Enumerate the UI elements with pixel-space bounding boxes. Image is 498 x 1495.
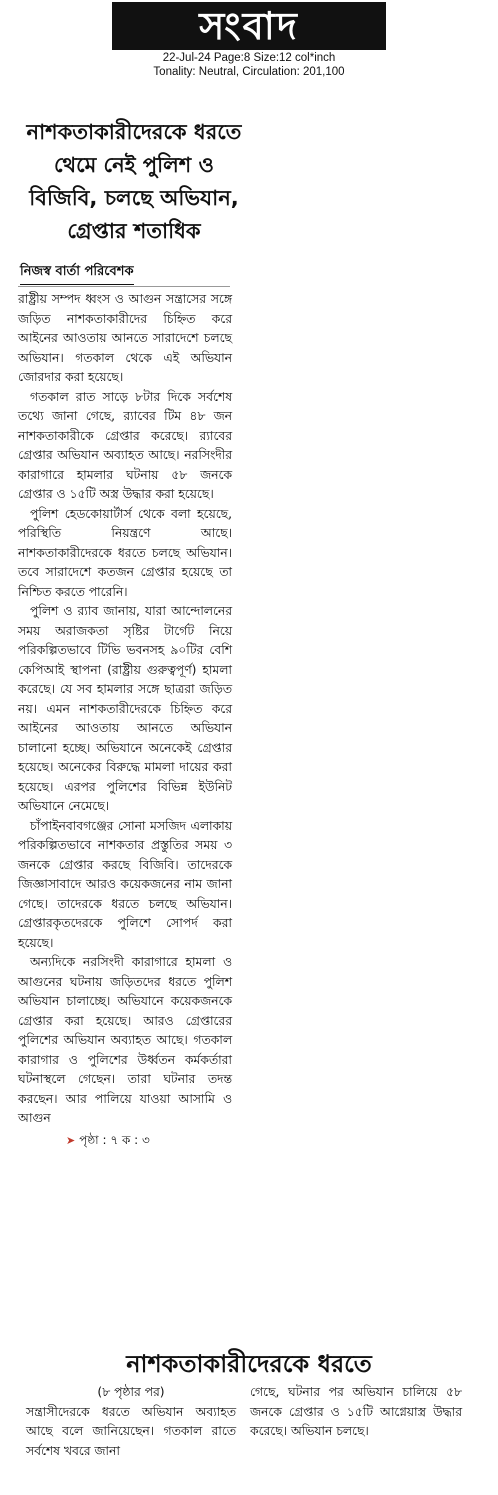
- jump-arrow-icon: ➤: [66, 1133, 76, 1147]
- article-body: [18, 290, 232, 1150]
- byline-divider: [18, 286, 230, 287]
- headline-line: থেমে নেই পুলিশ ও: [54, 153, 214, 177]
- continuation-paragraph: সন্ত্রাসীদেরকে ধরতে অভিযান অব্যাহত আছে বলে জানিয়েছেন। গতকাল রাতে সর্বশেষ খবরে জানা: [26, 1404, 236, 1458]
- byline: নিজস্ব বার্তা পরিবেশক: [20, 262, 134, 285]
- clipping-meta-tonality: Tonality: Neutral, Circulation: 201,100: [153, 66, 345, 78]
- clipping-meta-date: 22-Jul-24 Page:8 Size:12 col*inch: [162, 52, 336, 64]
- article-paragraph: পুলিশ ও র‍্যাব জানায়, যারা আন্দোলনের সময় অরাজকতা সৃষ্টির টার্গেট নিয়ে পরিকল্পিতভাবে টিভি ভবনসহ ৯০টির বেশি কেপিআই স্থাপনা (রাষ্ট্রীয় গুরুত্বপূর্ণ) হামলা করেছে। যে সব হামলার সঙ্গে ছাত্ররা জড়িত নয়। এমন নাশকতারীদেরকে চিহ্নিত করে আইনের আওতায় আনতে অভিযান চালানো হচ্ছে। অভিযানে অনেকেই গ্রেপ্তার হয়েছে। অনেকের বিরুদ্ধে মামলা দায়ের করা হয়েছে। এরপর পুলিশের বিভিন্ন ইউনিট অভিযানে নেমেছে।: [18, 604, 232, 813]
- continuation-paragraph: গেছে, ঘটনার পর অভিযান চালিয়ে ৫৮ জনকে গ্রেপ্তার ও ১৫টি আগ্নেয়াস্ত্র উদ্ধার করেছে। অভিযান চলছে।: [250, 1385, 462, 1438]
- headline-line: গ্রেপ্তার শতাধিক: [67, 219, 201, 243]
- continuation-title: নাশকতাকারীদেরকে ধরতে: [126, 1350, 372, 1378]
- continuation-column-1: [26, 1383, 236, 1461]
- continued-from-label: (৮ পৃষ্ঠার পর): [97, 1385, 165, 1399]
- jump-reference: [18, 1131, 232, 1151]
- newspaper-logo: সংবাদ: [112, 2, 386, 50]
- continuation-column-2: [250, 1383, 462, 1442]
- article-paragraph: অন্যদিকে নরসিংদী কারাগারে হামলা ও আগুনের ঘটনায় জড়িতদের ধরতে পুলিশ অভিযান চালাচ্ছে। অভিযানে কয়েকজনকে গ্রেপ্তার করা হয়েছে। আরও গ্রেপ্তারের পুলিশের অভিযান অব্যাহত আছে। গতকাল কারাগার ও পুলিশের উর্ধ্বতন কর্মকর্তারা ঘটনাস্থলে গেছেন। তারা ঘটনার তদন্ত করছেন। আর পালিয়ে যাওয়া আসামি ও আগুন: [18, 955, 232, 1125]
- article-headline: [14, 116, 254, 248]
- article-paragraph: চাঁপাইনবাবগঞ্জের সোনা মসজিদ এলাকায় পরিকল্পিতভাবে নাশকতার প্রস্তুতির সময় ৩ জনকে গ্রেপ্তার করছে বিজিবি। তাদেরকে জিজ্ঞাসাবাদে আরও কয়েকজনের নাম জানা গেছে। তাদেরকে ধরতে চলছে অভিযান। গ্রেপ্তারকৃতদেরকে পুলিশে সোপর্দ করা হয়েছে।: [18, 818, 232, 950]
- headline-line: নাশকতাকারীদেরকে ধরতে: [26, 120, 242, 144]
- headline-line: বিজিবি, চলছে অভিযান,: [29, 186, 239, 210]
- article-paragraph: গতকাল রাত সাড়ে ৮টার দিকে সর্বশেষ তথ্যে জানা গেছে, র‍্যাবের টিম ৪৮ জন নাশকতাকারীকে গ্রেপ্তার করেছে। র‍্যাবের গ্রেপ্তার অভিযান অব্যাহত আছে। নরসিংদীর কারাগারে হামলার ঘটনায় ৫৮ জনকে গ্রেপ্তার ও ১৫টি অস্ত্র উদ্ধার করা হয়েছে।: [18, 389, 232, 501]
- article-paragraph: রাষ্ট্রীয় সম্পদ ধ্বংস ও আগুন সন্ত্রাসের সঙ্গে জড়িত নাশকতাকারীদের চিহ্নিত করে আইনের আওতায় আনতে সারাদেশে চলছে অভিযান। গতকাল থেকে এই অভিযান জোরদার করা হয়েছে।: [18, 292, 232, 384]
- article-paragraph: পুলিশ হেডকোয়ার্টার্স থেকে বলা হয়েছে, পরিস্থিতি নিয়ন্ত্রণে আছে। নাশকতাকারীদেরকে ধরতে চলছে অভিযান। তবে সারাদেশে কতজন গ্রেপ্তার হয়েছে তা নিশ্চিত করতে পারেনি।: [18, 506, 232, 599]
- jump-text: পৃষ্ঠা : ৭ ক : ৩: [79, 1132, 150, 1147]
